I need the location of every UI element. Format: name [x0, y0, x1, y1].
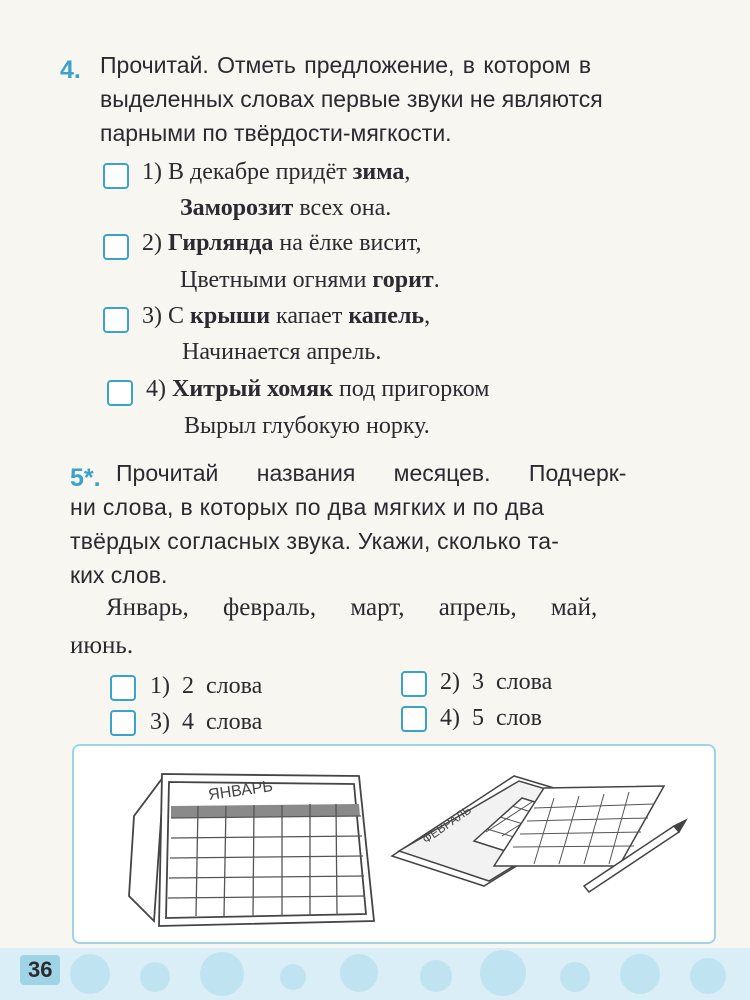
option-1-bold-b: Заморозит [180, 195, 294, 221]
task-4-number: 4. [60, 56, 81, 84]
option-4-line-1 [146, 371, 489, 407]
option-1-bold-a: зима [352, 159, 405, 185]
option-4-text-c: под пригорком [332, 376, 490, 402]
option-2-text-c: на ёлке висит, [273, 230, 422, 256]
option-2-checkbox[interactable] [103, 234, 129, 260]
decorative-dot [620, 954, 660, 994]
option-3-bold-a: крыши [190, 303, 271, 329]
task-4-instruction-line-3: парными по твёрдости-мягкости. [100, 120, 452, 146]
decorative-dot [690, 958, 726, 994]
option-1-line-1 [142, 154, 410, 190]
decorative-dot [480, 950, 526, 996]
option-4-number: 4) [146, 376, 166, 402]
page-footer [0, 948, 750, 1000]
task-5-number: 5*. [70, 464, 101, 492]
option-4-line-2: Вырыл глубокую норку. [184, 413, 430, 439]
answer-2-label: 2) 3 слова [440, 669, 553, 695]
answer-4-checkbox[interactable] [401, 706, 427, 732]
task-5-instruction-line-1 [116, 456, 708, 490]
january-calendar [129, 774, 374, 926]
task-4-instruction-line-2: выделенных словах первые звуки не являются [100, 86, 603, 112]
decorative-dot [340, 954, 378, 992]
option-1-text-d: всех она. [293, 195, 392, 221]
option-3-line-1 [142, 298, 430, 334]
answer-3-checkbox[interactable] [110, 710, 136, 736]
months-line-1: Январь, февраль, март, апрель, май, [106, 594, 598, 621]
option-2-line-2 [180, 262, 440, 298]
decorative-dot [280, 964, 306, 990]
task-4-instruction-line-1 [100, 48, 700, 82]
calendar-illustration [74, 746, 714, 942]
decorative-dot [70, 954, 110, 994]
february-label: ФЕВРАЛЬ [419, 802, 474, 847]
option-3-text-a: С [168, 303, 191, 329]
option-1-checkbox[interactable] [103, 163, 129, 189]
decorative-dot [560, 962, 590, 992]
option-3-checkbox[interactable] [103, 307, 129, 333]
option-2-number: 2) [142, 230, 162, 256]
option-1-text-a: В декабре придёт [168, 159, 353, 185]
decorative-dot [200, 952, 244, 996]
option-2-bold-b: горит [372, 267, 434, 293]
calendar-illustration-frame [72, 744, 716, 944]
option-3-line-2: Начинается апрель. [182, 339, 382, 365]
task-5-instruction-text: Прочитай названия месяцев. Подчерк- [116, 460, 627, 486]
january-label: ЯНВАРЬ [207, 778, 275, 804]
decorative-dot [140, 962, 170, 992]
option-4-bold-a: Хитрый хомяк [172, 376, 333, 402]
option-1-text-c: , [404, 159, 411, 185]
page-number: 36 [20, 955, 60, 985]
option-3-text-e: , [424, 303, 431, 329]
option-2-line-1 [142, 225, 422, 261]
task-5-instruction-line-4: ких слов. [70, 562, 168, 588]
option-2-text-e: . [433, 267, 440, 293]
answer-4-label: 4) 5 слов [440, 705, 542, 731]
option-2-text-d: Цветными огнями [180, 267, 373, 293]
option-2-bold-a: Гирлянда [168, 230, 274, 256]
task-5-instruction-line-2: ни слова, в которых по два мягких и по два [70, 494, 545, 520]
task-5-instruction-line-3: твёрдых согласных звука. Укажи, сколько та- [70, 528, 560, 554]
option-3-text-c: капает [270, 303, 349, 329]
answer-3-label: 3) 4 слова [150, 709, 263, 735]
task-4-instruction-text: Прочитай. Отметь предложение, в котором в [100, 52, 592, 78]
answer-1-label: 1) 2 слова [150, 673, 263, 699]
option-4-checkbox[interactable] [107, 380, 133, 406]
months-line-2: июнь. [70, 632, 134, 659]
answer-1-checkbox[interactable] [110, 675, 136, 701]
option-3-bold-b: капель [348, 303, 425, 329]
option-1-number: 1) [142, 159, 162, 185]
option-1-line-2 [180, 190, 391, 226]
answer-2-checkbox[interactable] [401, 671, 427, 697]
decorative-dot [420, 960, 452, 992]
option-3-number: 3) [142, 303, 162, 329]
